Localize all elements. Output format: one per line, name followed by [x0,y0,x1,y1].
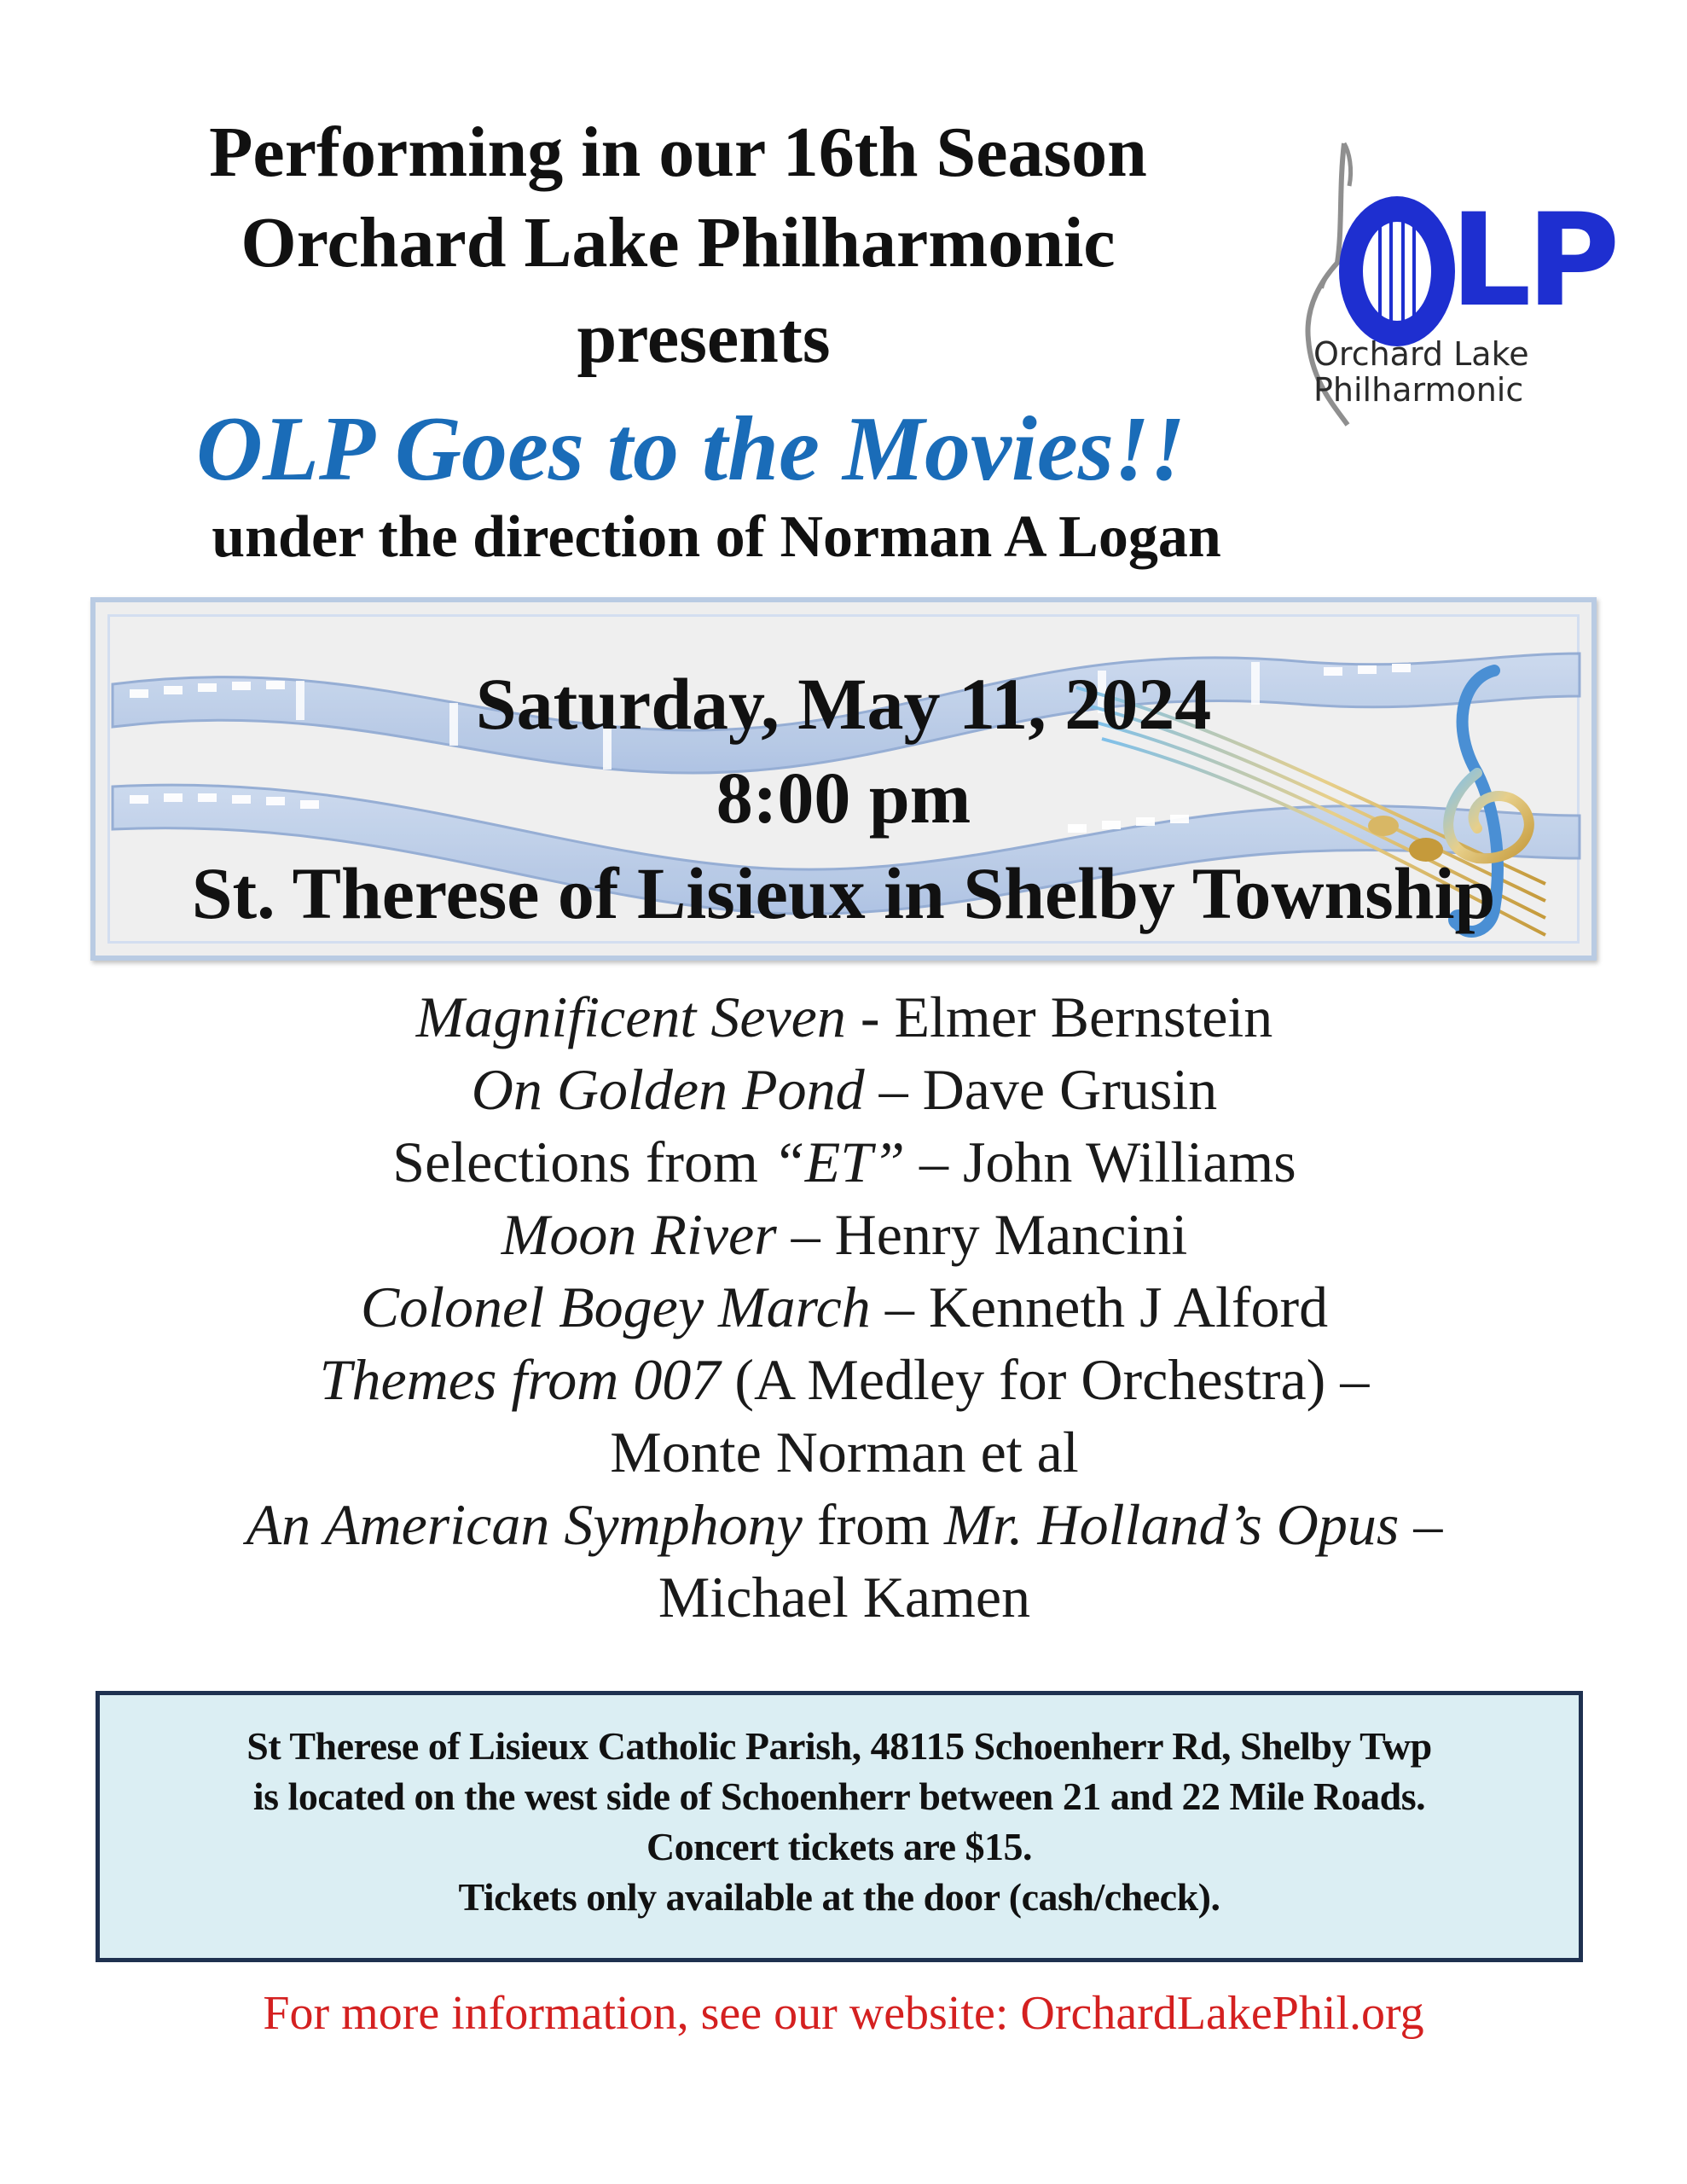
presents-heading: presents [577,299,831,378]
conductor-line: under the direction of Norman A Logan [212,504,1221,570]
program-item-continuation: Michael Kamen [658,1565,1031,1629]
concert-title: OLP Goes to the Movies!! [196,398,1186,500]
program-item: Moon River – Henry Mancini [501,1202,1188,1267]
event-time: 8:00 pm [716,757,971,839]
program-item: Selections from “ET” – John Williams [392,1130,1296,1194]
program-item-continuation: Monte Norman et al [610,1420,1079,1484]
website-info: For more information, see our website: OrchardLakePhil.org [263,1987,1424,2040]
program-item: Magnificent Seven - Elmer Bernstein [415,985,1273,1049]
olp-logo [1271,135,1615,442]
venue-info-box [96,1691,1583,1962]
program-item: Themes from 007 (A Medley for Orchestra) – [319,1347,1370,1412]
ticket-price: Concert tickets are $15. [646,1825,1033,1868]
logo-text [1313,336,1586,408]
program-item: An American Symphony from Mr. Holland’s Opus – [246,1492,1443,1557]
logo-letters: LP [1450,187,1615,335]
season-heading: Performing in our 16th Season [209,113,1147,192]
orchestra-name-heading: Orchard Lake Philharmonic [241,203,1116,282]
venue-directions: is located on the west side of Schoenherr between 21 and 22 Mile Roads. [252,1774,1426,1818]
program-list [119,981,1569,1634]
event-venue: St. Therese of Lisieux in Shelby Township [191,852,1496,934]
venue-address: St Therese of Lisieux Catholic Parish, 48115 Schoenherr Rd, Shelby Twp [246,1724,1432,1768]
event-date: Saturday, May 11, 2024 [475,663,1212,745]
program-item: Colonel Bogey March – Kenneth J Alford [360,1275,1329,1339]
program-item: On Golden Pond – Dave Grusin [471,1057,1218,1122]
ticket-availability: Tickets only available at the door (cash/check). [458,1875,1220,1919]
logo-line-1: Orchard Lake [1313,335,1529,373]
logo-line-2: Philharmonic [1313,371,1524,409]
event-banner [90,597,1597,961]
